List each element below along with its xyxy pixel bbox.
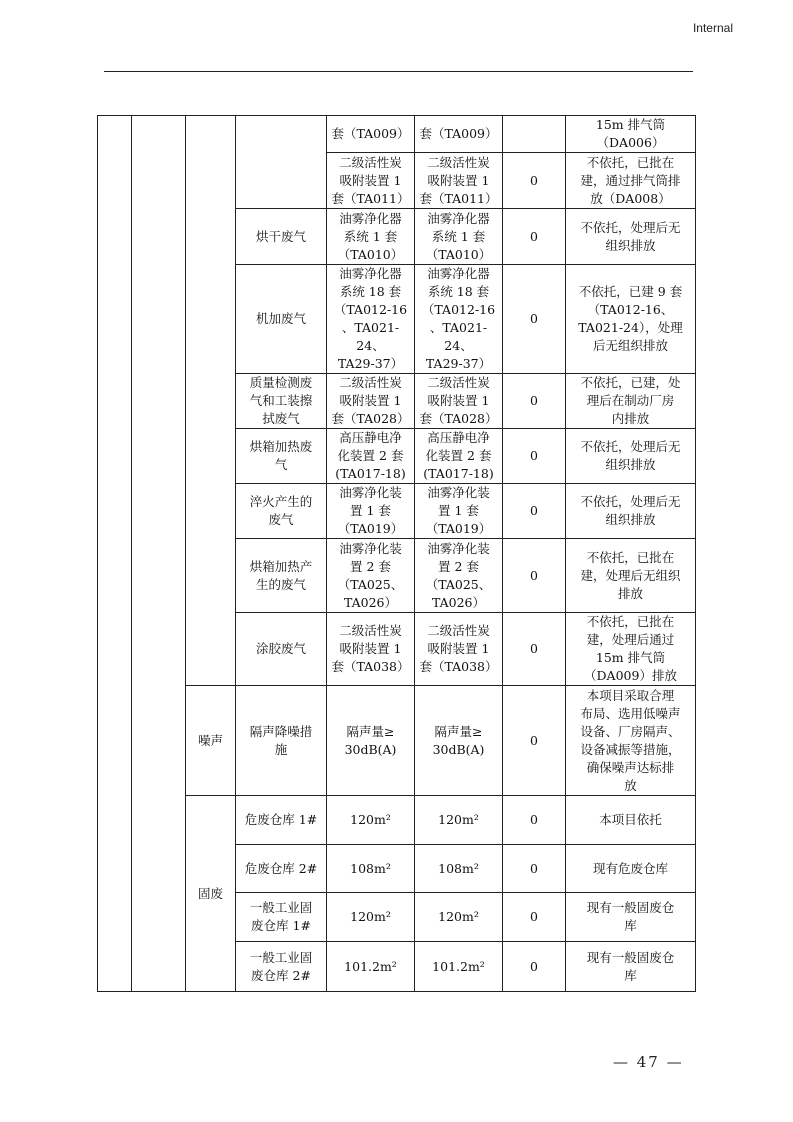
subcategory-exhaust-cell [186,116,236,686]
source-name-cell: 烘干废气 [236,209,327,265]
note-cell: 不依托，已批在 建，处理后无组织 排放 [566,539,696,613]
outer-merged-cell [98,116,132,992]
actual-measure-cell: 套（TA009） [415,116,503,153]
planned-measure-cell: 120m² [327,796,415,845]
header-rule [104,71,693,72]
actual-measure-cell: 120m² [415,893,503,942]
planned-measure-cell: 油雾净化装 置 1 套 （TA019） [327,484,415,539]
actual-measure-cell: 二级活性炭 吸附装置 1 套（TA028） [415,374,503,429]
actual-measure-cell: 油雾净化装 置 2 套 （TA025、 TA026） [415,539,503,613]
note-cell: 不依托，处理后无 组织排放 [566,209,696,265]
table-row [98,116,696,153]
source-name-cell: 涂胶废气 [236,613,327,686]
planned-measure-cell: 120m² [327,893,415,942]
actual-measure-cell: 油雾净化器 系统 1 套 （TA010） [415,209,503,265]
planned-measure-cell: 二级活性炭 吸附装置 1 套（TA038） [327,613,415,686]
note-cell: 本项目采取合理 布局、选用低噪声 设备、厂房隔声、 设备减振等措施， 确保噪声达标排 放 [566,686,696,796]
change-cell: 0 [503,209,566,265]
category-merged-cell [132,116,186,992]
change-cell: 0 [503,484,566,539]
planned-measure-cell: 二级活性炭 吸附装置 1 套（TA028） [327,374,415,429]
actual-measure-cell: 隔声量≥ 30dB(A) [415,686,503,796]
source-name-cell: 机加废气 [236,265,327,374]
note-cell: 现有一般固废仓 库 [566,893,696,942]
planned-measure-cell: 油雾净化器 系统 1 套 （TA010） [327,209,415,265]
source-name-cell: 一般工业固 废仓库 1# [236,893,327,942]
change-cell: 0 [503,613,566,686]
actual-measure-cell: 二级活性炭 吸附装置 1 套（TA038） [415,613,503,686]
page-number: — 47 — [613,1053,684,1071]
source-name-cell: 危废仓库 2# [236,845,327,893]
actual-measure-cell: 120m² [415,796,503,845]
note-cell: 现有危废仓库 [566,845,696,893]
internal-label: Internal [692,21,733,35]
note-cell: 不依托，已建 9 套 （TA012-16、 TA021-24），处理 后无组织排放 [566,265,696,374]
note-cell: 15m 排气筒 （DA006） [566,116,696,153]
planned-measure-cell: 套（TA009） [327,116,415,153]
subcategory-noise-cell: 噪声 [186,686,236,796]
planned-measure-cell: 隔声量≥ 30dB(A) [327,686,415,796]
actual-measure-cell: 油雾净化装 置 1 套 （TA019） [415,484,503,539]
note-cell: 现有一般固废仓 库 [566,942,696,992]
change-cell: 0 [503,686,566,796]
change-cell [503,116,566,153]
change-cell: 0 [503,374,566,429]
source-name-cell: 危废仓库 1# [236,796,327,845]
source-name-cell: 一般工业固 废仓库 2# [236,942,327,992]
change-cell: 0 [503,265,566,374]
source-name-cell: 质量检测废 气和工装擦 拭废气 [236,374,327,429]
note-cell: 不依托，处理后无 组织排放 [566,484,696,539]
note-cell: 不依托，已批在 建，通过排气筒排 放（DA008） [566,153,696,209]
planned-measure-cell: 二级活性炭 吸附装置 1 套（TA011） [327,153,415,209]
planned-measure-cell: 108m² [327,845,415,893]
source-name-cell: 烘箱加热产 生的废气 [236,539,327,613]
actual-measure-cell: 油雾净化器 系统 18 套 （TA012-16 、TA021-24、 TA29-37） [415,265,503,374]
planned-measure-cell: 油雾净化器 系统 18 套 （TA012-16 、TA021-24、 TA29-37） [327,265,415,374]
source-name-cell: 淬火产生的 废气 [236,484,327,539]
source-name-cell: 隔声降噪措 施 [236,686,327,796]
source-name-cell [236,116,327,209]
planned-measure-cell: 油雾净化装 置 2 套 （TA025、 TA026） [327,539,415,613]
actual-measure-cell: 二级活性炭 吸附装置 1 套（TA011） [415,153,503,209]
source-name-cell: 烘箱加热废 气 [236,429,327,484]
change-cell: 0 [503,845,566,893]
actual-measure-cell: 101.2m² [415,942,503,992]
planned-measure-cell: 高压静电净 化装置 2 套 (TA017-18) [327,429,415,484]
change-cell: 0 [503,429,566,484]
note-cell: 不依托，已批在 建，处理后通过 15m 排气筒 （DA009）排放 [566,613,696,686]
subcategory-solid-waste-cell: 固废 [186,796,236,992]
change-cell: 0 [503,539,566,613]
actual-measure-cell: 108m² [415,845,503,893]
change-cell: 0 [503,942,566,992]
change-cell: 0 [503,893,566,942]
note-cell: 本项目依托 [566,796,696,845]
change-cell: 0 [503,153,566,209]
change-cell: 0 [503,796,566,845]
table-row [98,796,696,845]
planned-measure-cell: 101.2m² [327,942,415,992]
actual-measure-cell: 高压静电净 化装置 2 套 (TA017-18) [415,429,503,484]
facility-table [97,115,696,992]
note-cell: 不依托，已建，处 理后在制动厂房 内排放 [566,374,696,429]
note-cell: 不依托，处理后无 组织排放 [566,429,696,484]
table-row [98,686,696,796]
